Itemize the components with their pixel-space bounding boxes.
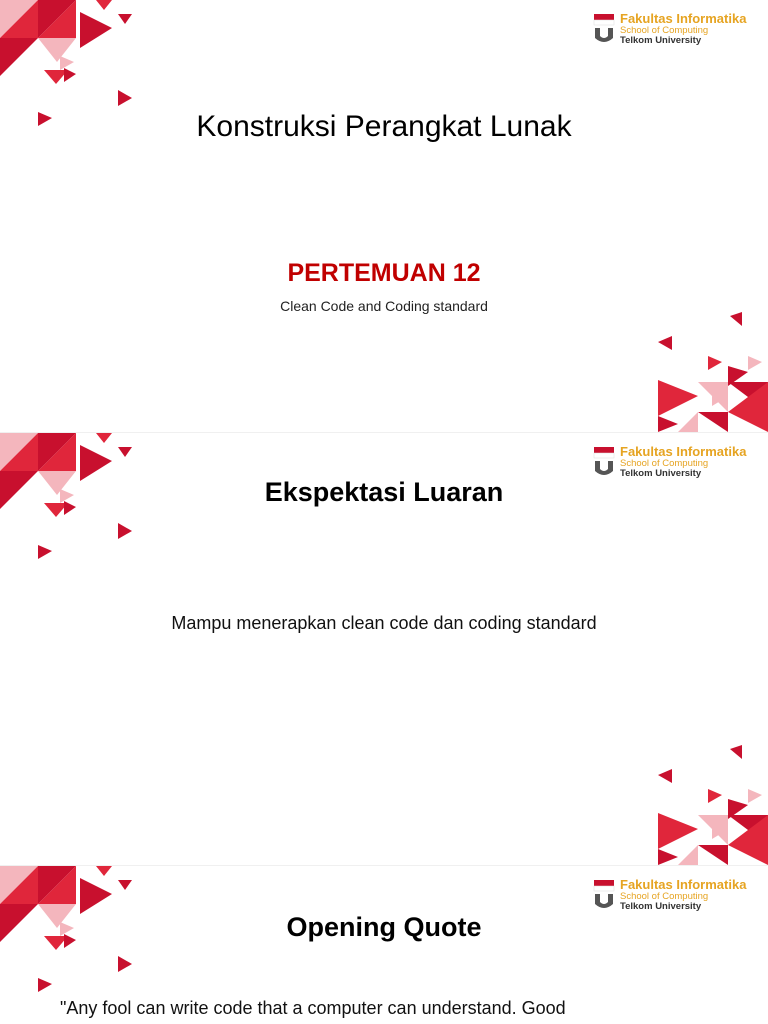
slide-title: Konstruksi Perangkat Lunak bbox=[196, 110, 572, 143]
opening-quote-text: "Any fool can write code that a computer can understand. Good bbox=[60, 998, 566, 1018]
triangle-decoration-bottom-right bbox=[638, 745, 768, 865]
triangle-decoration-bottom-right bbox=[638, 312, 768, 432]
university-emblem-icon bbox=[592, 445, 616, 479]
slide-title: Opening Quote bbox=[286, 912, 482, 942]
logo-school-name: School of Computing bbox=[620, 24, 709, 36]
logo-school-name: School of Computing bbox=[620, 890, 709, 902]
slide-2 bbox=[0, 433, 768, 865]
slide-3 bbox=[0, 866, 768, 1024]
logo-university-name: Telkom University bbox=[620, 34, 702, 46]
meeting-number: PERTEMUAN 12 bbox=[287, 259, 481, 287]
logo-faculty-name: Fakultas Informatika bbox=[620, 877, 747, 892]
logo-faculty-name: Fakultas Informatika bbox=[620, 444, 747, 459]
logo-university-name: Telkom University bbox=[620, 900, 702, 912]
slide-title: Ekspektasi Luaran bbox=[264, 477, 504, 507]
logo-faculty-name: Fakultas Informatika bbox=[620, 11, 747, 26]
logo-school-name: School of Computing bbox=[620, 457, 709, 469]
slide-1 bbox=[0, 0, 768, 432]
faculty-logo bbox=[592, 12, 760, 52]
slide-caption: Clean Code and Coding standard bbox=[280, 298, 488, 314]
university-emblem-icon bbox=[592, 12, 616, 46]
university-emblem-icon bbox=[592, 878, 616, 912]
slide-body-text: Mampu menerapkan clean code dan coding standard bbox=[171, 613, 597, 633]
logo-university-name: Telkom University bbox=[620, 467, 702, 479]
